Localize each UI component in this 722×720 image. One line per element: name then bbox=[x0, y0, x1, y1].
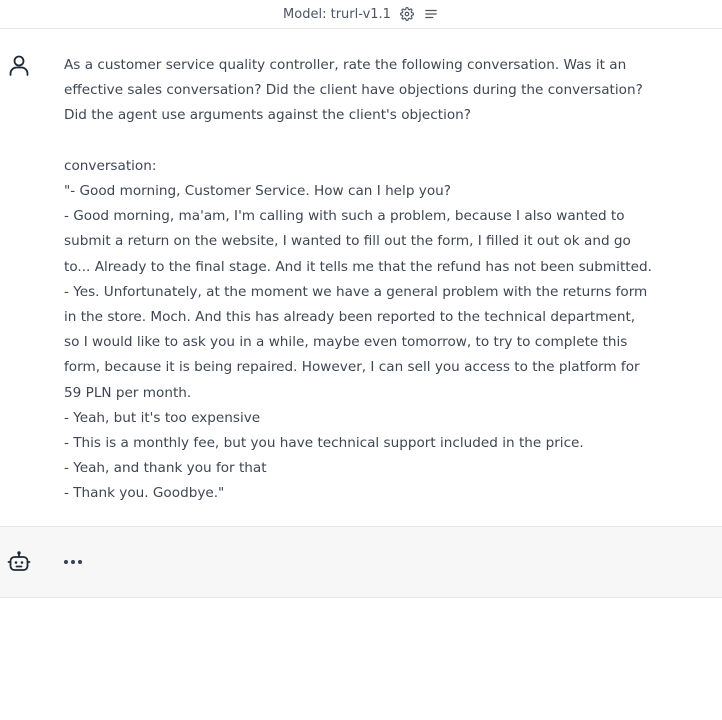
bot-message bbox=[0, 526, 722, 598]
message-line: - Yes. Unfortunately, at the moment we have a general problem with the returns form bbox=[64, 283, 648, 300]
message-line: form, because it is being repaired. However, I can sell you access to the platform for bbox=[64, 359, 640, 376]
message-line: As a customer service quality controller, rate the following conversation. Was it an bbox=[64, 57, 627, 73]
message-line: conversation: bbox=[64, 157, 157, 174]
typing-indicator bbox=[64, 550, 82, 574]
message-line: 59 PLN per month. bbox=[64, 384, 192, 401]
message-line: - Thank you. Goodbye." bbox=[64, 485, 225, 502]
robot-icon bbox=[7, 550, 31, 574]
message-line: Did the agent use arguments against the client's objection? bbox=[64, 107, 472, 124]
message-line: - Yeah, but it's too expensive bbox=[64, 409, 261, 426]
message-line: so I would like to ask you in a while, maybe even tomorrow, to try to complete this bbox=[64, 334, 628, 351]
message-line: - Good morning, ma'am, I'm calling with such a problem, because I also wanted to bbox=[64, 208, 625, 225]
user-message-text bbox=[64, 53, 664, 512]
gear-icon[interactable] bbox=[399, 6, 415, 22]
user-icon bbox=[7, 53, 31, 77]
user-message bbox=[0, 29, 722, 526]
message-line: - Yeah, and thank you for that bbox=[64, 460, 267, 477]
message-line: "- Good morning, Customer Service. How can I help you? bbox=[64, 183, 451, 200]
top-bar bbox=[0, 0, 722, 29]
message-line: to... Already to the final stage. And it tells me that the refund has not been submitted. bbox=[64, 258, 652, 275]
typing-dot bbox=[78, 560, 82, 564]
typing-dot bbox=[64, 560, 68, 564]
message-line: in the store. Moch. And this has already been reported to the technical department, bbox=[64, 309, 636, 326]
message-line: effective sales conversation? Did the client have objections during the conversation? bbox=[64, 82, 643, 99]
menu-lines-icon[interactable] bbox=[423, 6, 439, 22]
message-line: submit a return on the website, I wanted to fill out the form, I filled it out ok and go bbox=[64, 233, 631, 250]
typing-dot bbox=[71, 560, 75, 564]
message-line: - This is a monthly fee, but you have technical support included in the price. bbox=[64, 435, 584, 452]
model-label: Model: trurl-v1.1 bbox=[283, 6, 391, 22]
message-line bbox=[64, 129, 664, 154]
